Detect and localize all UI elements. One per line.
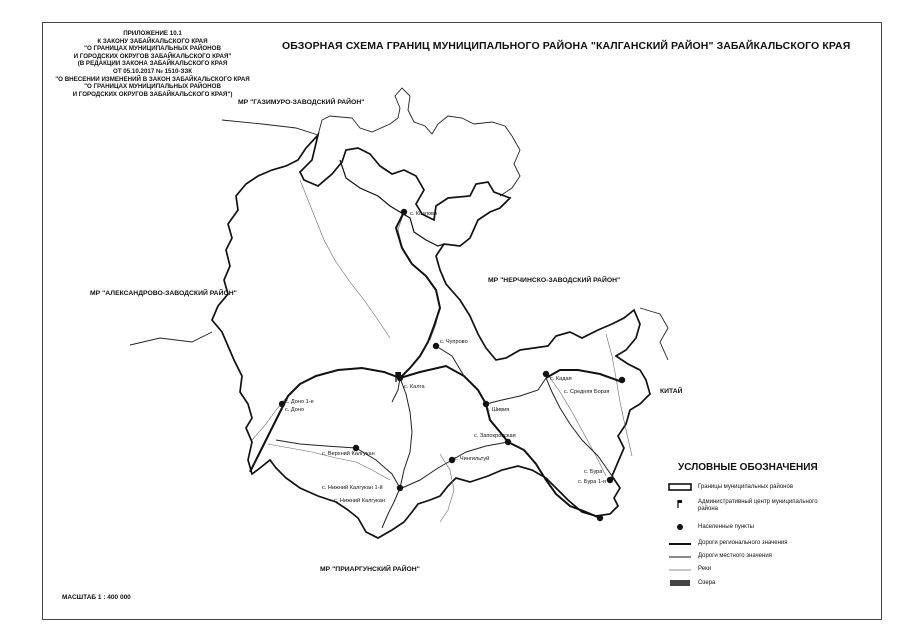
neighbor-label-south: МР "ПРИАРГУНСКИЙ РАЙОН"	[320, 566, 420, 573]
settlement-label: с. Чупрово	[440, 339, 468, 345]
legend-local-roads-label: Дороги местного значения	[698, 553, 772, 559]
legend-lake-symbol	[670, 580, 690, 586]
legend-boundaries-label: Границы муниципальных районов	[698, 484, 794, 490]
local-road	[486, 378, 546, 404]
appendix-note	[50, 30, 255, 98]
settlement-label: с. Запокровская	[474, 433, 516, 439]
neighbor-boundary-ne	[500, 136, 520, 196]
internal-boundary	[340, 160, 444, 246]
settlement-label: с. Нижний Калгукан 1-й	[322, 485, 383, 491]
settlement-label: с. Верхний Калгукан	[322, 451, 375, 457]
local-road	[402, 442, 508, 488]
river	[546, 372, 606, 476]
river	[300, 180, 390, 338]
appendix-line: (В РЕДАКЦИИ ЗАКОНА ЗАБАЙКАЛЬСКОГО КРАЯ	[77, 60, 228, 68]
legend-regional-roads-label: Дороги регионального значения	[698, 540, 788, 546]
legend-settlement-symbol	[677, 524, 683, 530]
settlement-label: с. Калга	[404, 384, 425, 390]
river	[268, 444, 390, 480]
settlement-label: с. Чингильтуй	[454, 456, 490, 462]
legend-rivers-label: Реки	[698, 566, 712, 572]
regional-road	[396, 212, 440, 378]
local-road	[276, 440, 400, 488]
appendix-line: "О ВНЕСЕНИИ ИЗМЕНЕНИЙ В ЗАКОН ЗАБАЙКАЛЬСКОГО КРАЯ	[55, 75, 250, 83]
settlement-label: с. Шивия	[486, 407, 510, 413]
neighbor-boundary-sw	[130, 332, 212, 345]
local-road	[400, 378, 412, 488]
settlement-label: с. Доно 1-е	[285, 399, 314, 405]
regional-road	[400, 366, 508, 442]
settlement-label: с. Бура 1-я	[578, 479, 606, 485]
appendix-line: И ГОРОДСКИХ ОКРУГОВ ЗАБАЙКАЛЬСКОГО КРАЯ"	[73, 52, 232, 60]
neighbor-label-east: МР "НЕРЧИНСКО-ЗАВОДСКИЙ РАЙОН"	[488, 277, 621, 284]
neighbor-label-china: КИТАЙ	[660, 388, 683, 395]
neighbor-boundary-west	[222, 120, 318, 135]
settlement-label: с. Кадая	[550, 376, 572, 382]
local-road	[382, 488, 400, 528]
neighbor-label-north: МР "ГАЗИМУРО-ЗАВОДСКИЙ РАЙОН"	[238, 99, 365, 106]
settlement-label: с. Доно	[285, 407, 305, 413]
settlement-dot-nizhny-kalgukan	[397, 485, 403, 491]
settlement-dot-zapokrovskaya	[505, 439, 511, 445]
legend-boundary-symbol	[669, 484, 691, 490]
settlement-dot-kozlovo	[401, 209, 407, 215]
settlement-label: с. Бура	[584, 469, 603, 475]
settlement-label: с. Козлово	[410, 211, 438, 217]
neighbor-label-west: МР "АЛЕКСАНДРОВО-ЗАВОДСКИЙ РАЙОН"	[90, 290, 237, 297]
river	[398, 212, 440, 340]
settlement-label: с. Нижний Калгукан	[334, 498, 385, 504]
appendix-line: К ЗАКОНУ ЗАБАЙКАЛЬСКОГО КРАЯ	[97, 37, 208, 45]
neighbor-boundary-east-river	[640, 308, 668, 360]
legend-settlements-label: Населенные пункты	[698, 524, 754, 530]
appendix-line: И ГОРОДСКИХ ОКРУГОВ ЗАБАЙКАЛЬСКОГО КРАЯ")	[72, 90, 233, 98]
map-title: ОБЗОРНАЯ СХЕМА ГРАНИЦ МУНИЦИПАЛЬНОГО РАЙОНА "КАЛГАНСКИЙ РАЙОН" ЗАБАЙКАЛЬСКОГО КРАЯ	[282, 40, 851, 52]
map-scale: МАСШТАБ 1 : 400 000	[62, 594, 131, 601]
legend-symbols	[669, 484, 691, 586]
settlement-dot-bura-1	[597, 515, 603, 521]
appendix-line: "О ГРАНИЦАХ МУНИЦИПАЛЬНЫХ РАЙОНОВ	[84, 83, 221, 91]
appendix-line: ОТ 05.10.2017 № 1510-ЗЗК	[113, 67, 192, 75]
legend-title: УСЛОВНЫЕ ОБОЗНАЧЕНИЯ	[678, 462, 818, 473]
settlement-dot-chuprovo	[433, 343, 439, 349]
legend-lakes-label: Озера	[698, 580, 716, 586]
local-road	[436, 346, 464, 376]
settlement-dot-srednyaya-borzya	[619, 377, 625, 383]
neighbor-boundary-north	[318, 88, 512, 136]
settlement-dot-kadaya	[543, 371, 549, 377]
appendix-line: "О ГРАНИЦАХ МУНИЦИПАЛЬНЫХ РАЙОНОВ	[84, 45, 221, 53]
settlement-label: с. Средняя Борзя	[564, 389, 610, 395]
settlement-dot-bura	[607, 477, 613, 483]
legend-admin-center-label: Административный центр муниципального района	[698, 499, 818, 512]
appendix-line: ПРИЛОЖЕНИЕ 10.1	[123, 30, 182, 37]
